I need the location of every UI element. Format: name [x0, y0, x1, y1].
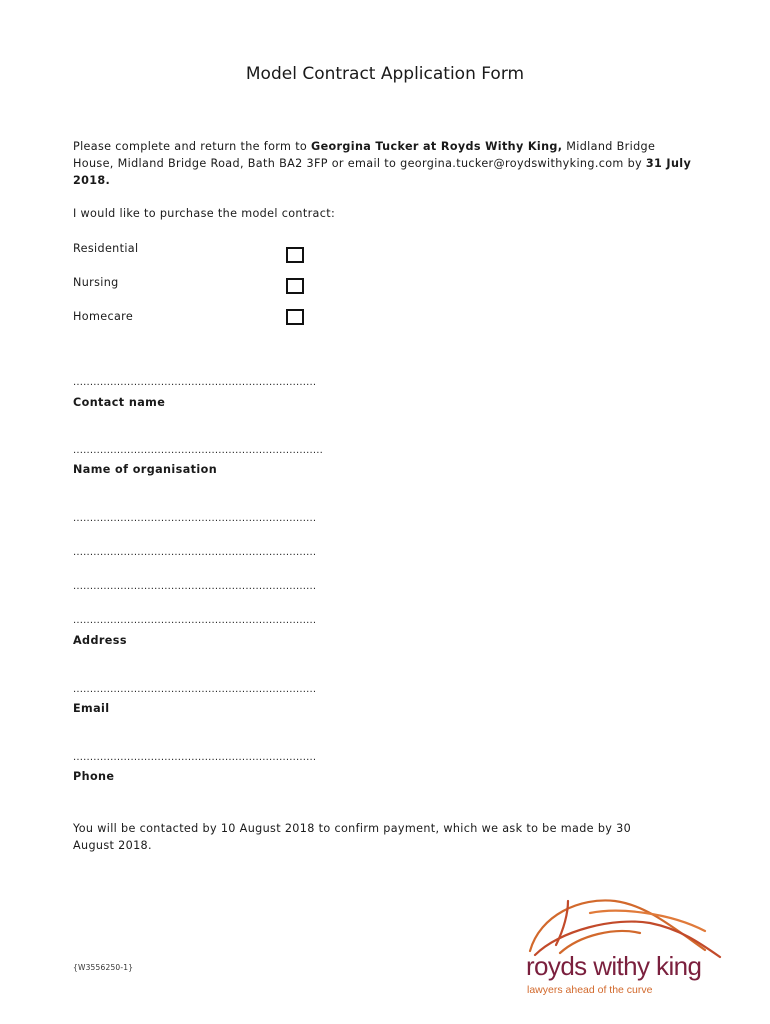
checkbox-residential[interactable]: [286, 247, 304, 263]
royds-withy-king-logo: [520, 895, 750, 1000]
contact-name-label: Contact name: [73, 396, 166, 409]
intro-text-1: Please complete and return the form to: [73, 140, 312, 153]
intro-deadline-bold: 31 July 2018.: [73, 157, 692, 187]
purchase-prompt: I would like to purchase the model contract:: [73, 207, 336, 220]
intro-paragraph: [73, 138, 698, 189]
address-line-2[interactable]: ........................................................................: [73, 547, 317, 558]
logo-wordmark: royds withy king: [526, 951, 702, 981]
address-line-1[interactable]: ........................................................................: [73, 513, 317, 524]
option-label-nursing: Nursing: [73, 276, 119, 289]
address-label: Address: [73, 634, 127, 647]
email-label: Email: [73, 702, 110, 715]
payment-note: You will be contacted by 10 August 2018 to confirm payment, which we ask to be made by 30 August 2018.: [73, 822, 632, 852]
address-line-4[interactable]: ........................................................................: [73, 615, 317, 626]
page-title: Model Contract Application Form: [245, 64, 525, 84]
organisation-label: Name of organisation: [73, 463, 218, 476]
email-line[interactable]: ........................................................................: [73, 684, 317, 695]
intro-contact-bold: Georgina Tucker at Royds Withy King,: [311, 140, 563, 153]
option-label-homecare: Homecare: [73, 310, 134, 323]
contact-name-line[interactable]: ........................................................................: [73, 377, 317, 388]
logo-curve-5: [590, 911, 705, 931]
logo-curve-3: [560, 931, 640, 953]
document-reference: {W3556250-1}: [73, 963, 134, 972]
address-line-3[interactable]: ........................................................................: [73, 581, 317, 592]
organisation-line[interactable]: ..........................................................................: [73, 445, 324, 456]
logo-tagline: lawyers ahead of the curve: [527, 984, 653, 996]
intro-text-2: Midland Bridge House, Midland Bridge Road, Bath BA2 3FP or email to georgina.tucker@roydswithyking.com by: [73, 140, 656, 170]
checkbox-nursing[interactable]: [286, 278, 304, 294]
phone-line[interactable]: ........................................................................: [73, 752, 317, 763]
option-label-residential: Residential: [73, 242, 139, 255]
phone-label: Phone: [73, 770, 115, 783]
checkbox-homecare[interactable]: [286, 309, 304, 325]
